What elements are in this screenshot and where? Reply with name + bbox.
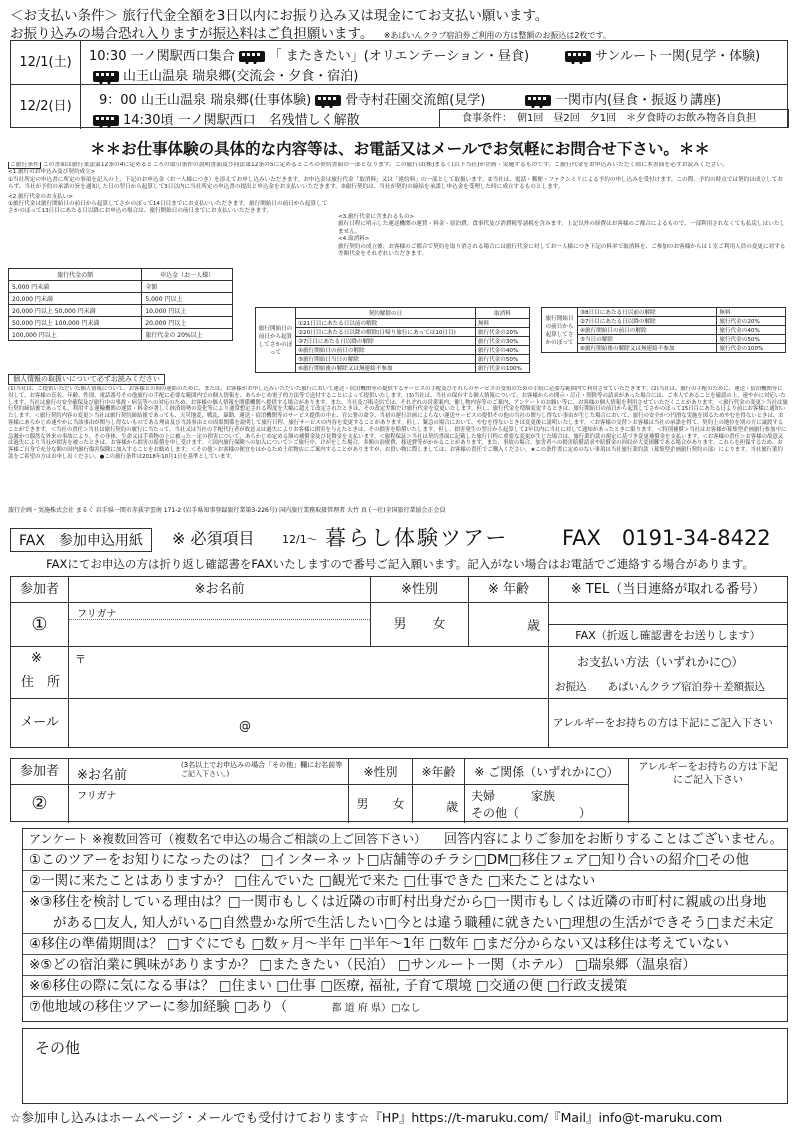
cancel-cell: 旅行代金の40% <box>475 346 529 355</box>
postal-mark: 〒 <box>75 653 86 666</box>
terms-section-1: <1.旅行のお申込み及び契約成立> <box>8 169 96 176</box>
deposit-cell: 20,000 円以上 <box>142 317 233 329</box>
survey-q3-line2[interactable]: がある□友人, 知人がいる□自然豊かな所で生活したい□今とは違う職種に就きたい□理想の生活ができそう□まだ未定 <box>23 913 787 934</box>
survey-header <box>23 829 787 850</box>
cancel-cell: ②20日目にあたる日以降の解除(日帰り旅行にあっては10日目) <box>296 328 476 337</box>
col-gender-2: ※性別 <box>349 759 413 785</box>
col-gender: ※性別 <box>371 577 469 603</box>
travel-terms: ご旅行条件 この書面は旅行業法第12条の4に定めるところの取引条件の説明書面及び同法第12条の5に定めるところの契約書面の一部となります。この旅行は(株)まるく(以下当社)が企画・実施するものです。ご旅行代金をお申込みいただく際に本書面を必ずお読みください。 <1.旅行のお申込み及び契約成立> ①当社所定の申込書に所定の事項を記入の上、下記のお申込金（お一人様につき）を添えてお申し込みいただきます。お申込金は旅行代金「取消料」又は「違約料」の一部として取扱います。②当社は、電話・郵便・ファクシミリによる予約の申し込みを受付けます。この際、予約の時点では契約は成立しておらず、当社が予約の承諾の旨を通知した日の翌日から起算して3日以内に当社所定の申込書の提出と申込金をお支払いいただきます。③旅行契約は、当社が契約の締結を承諾し申込金を受理した時に成立するものとします。 <3.旅行代金に含まれるもの> 旅行日程に明示した運送機関の運賃・料金・宿泊費、食事代及び消費税等諸税を含みます。上記以外の経費はお客様のご都合によるもので、一部利用されなくても払戻しはいたしません。 <4.取消料> 旅行契約の成立後、お客様のご都合で契約を取り消される場合には旅行代金に対してお一人様につき下記の料率で取消料を、ご参加のお客様からは１室ご利用人員の変更に対する差額代金をそれぞれいただきます。 <2.旅行代金のお支払い> ①旅行代金は旅行開始日の前日から起算してさかのぼって14日目までにお支払いいただきます。旅行開始日の前日から起算してさかのぼって13日目にあたる日以降にお申込の場合は、旅行開始日の前日までにお支払いいただきます。 旅行代金の額 申込金（お一人様） 5,000 円未満 全額 20,000 円未満 5,000 円以上 20,000 円以上 50,000 円未満 10,000 円以上 50,000 円以上 100,000 円未満 20,000 円以上 100,000 円以上 旅行代金の 20%以上 旅行開始日の前日から起算してさかのぼって 契約解除の日 取消料 ①21日目にあたる日以前の解除 無料 ②20日目にあたる日以降の解除(日帰り旅行にあっては10日目) 旅行代金の20% ③7日目にあたる日以降の解除 旅行代金の30% ④旅行開始日の前日の解除 旅行代金の40% ⑤旅行開始日当日の解除 旅行代金の50% ⑥旅行開始後の解除又は無連絡不参加 旅行代金の100% 旅行開始日の前日から起算してさかのぼって ③8日目にあたる日以前の解除 無料 ②7日目にあたる日以降の解除 旅行代金の20% ④旅行開始日の前日の解除 旅行代金の40% ⑤当日の解除 旅行代金の50% ⑥旅行開始後の解除又は無連絡不参加 旅行代金の100% 個人情報の取扱いについて必ずお読みください (1)当社は、ご提供いただいた個人情報について、お客様との間の連絡のために、または、お客様がお申し込みいただいた旅行において運送・宿泊機関等の提供するサービスの手配及びそれらのサービスの受領のための手続に必要な範囲内で利用させていただきます。(2)当社は、旅行の手配のために、運送・宿泊機関等に対して、お客様の氏名、年齢、性別、電話番号その他旅行の手配に必要な範囲内での個人情報を、あらかじめ電子的方法等で送付することによって提供いたします。(3)当社は、当社の保有する個人情報について、お客様からの開示・訂正・削除等の請求があった場合には、ご本人であることを確認の上、速やかに対応いたします。当社は旅行の安全確保及び旅行中の事故・病気等への対応のため、お客様の個人情報を関係機関へ提供する場合があります。また、当社及び販売店では、それぞれの営業案内、催し物内容等のご案内、アンケートのお願い等に、お客様の個人情報を利用させていただくことがあります。＜旅行代金の変更＞当社は旅行契約締結後であっても、利用する運輸機関の運賃・料金が著しく経済情勢の変化等により通常想定される程度を大幅に超えて改定されたときは、その改定差額だけ旅行代金を変更いたします。但し、旅行代金を増額変更するときは、旅行開始日の前日から起算してさかのぼって15日目にあたる日より前にお客様に通知いたします。＜旅行契約内容の変更＞当社は旅行契約締結後であっても、天災地変、戦乱、暴動、運送・宿泊機関等のサービス提供の中止、官公署の命令、当初の運行計画によらない運送サービスの提供その他の当社の関与し得ない事由が生じた場合において、旅行の安全かつ円滑な実施を図るためやむを得ないときは、お客様にあらかじめ速やかに当該事由が関与し得ないものである理由及び当該事由との因果関係を説明して旅行日程、旅行サービスの内容を変更することがあります。但し、緊急の場合において、やむを得ないときは変更後に説明いたします。＜お客様の交替＞お客様は当社の承諾を得て、契約上の地位を別の方に譲渡することができます。＜当社の責任＞当社は旅行契約の履行に当たって、当社又は当社の手配代行者が故意又は過失によりお客様に損害を与えたときは、その損害を賠償いたします。但し、損害発生の翌日から起算して2年以内に当社に対して通知があったときに限ります。＜特別補償＞当社はお客様が募集型企画旅行参加中に急激かつ偶然な外来の事故により、その身体、生命又は手荷物の上に被った一定の損害について、あらかじめ定める額の補償金及び見舞金を支払います。＜旅程保証＞当社は契約書面に記載した旅行日程に重要な変更が生じた場合は、旅行業約款の規定に基づき変更補償金を支払います。＜お客様の責任＞お客様の故意又は過失により当社が損害を被ったときは、お客様から損害の賠償を申し受けます。＜国内旅行保険への加入について＞ご旅行中、けがをした場合、多額の治療費、移送費等がかかることがあります。また、事故の場合、加害者への損害賠償請求や賠償金の回収が大変困難である場合があります。これらを担保するため、お客様ご自身で充分な額の国内旅行傷害保険に加入することをお勧めします。＜その他＞お客様の便宜をはかるため土産物店にご案内することがありますが、お買い物に際しましては、お客様の責任でご購入ください。★この条件書に定めのない事項は当社旅行業約款（募集型企画旅行契約の部）によります。当社旅行業約款をご希望の方はお申し出ください。●この旅行条件は2018年10月1日を基準としています。 旅行企画・実施株式会社 まるく 岩手県一関市赤荻字雲南 171-2 (岩手県知事登録旅行業第3-226号) 国内旅行業務取扱管理者 大竹 真 (一社)全国旅行業協会正会員 <box>8 162 792 518</box>
name-field-1[interactable] <box>69 603 371 647</box>
deposit-cell: 5,000 円未満 <box>9 281 142 293</box>
deposit-cell: 全額 <box>142 281 233 293</box>
day1-label: 12/1(土) <box>11 41 81 85</box>
address-label-cell <box>11 647 69 699</box>
cancel-cell: 旅行代金の100% <box>717 344 786 353</box>
bus-icon <box>93 71 119 82</box>
deposit-cell: 100,000 円以上 <box>9 329 142 341</box>
meal-conditions: 食事条件： 朝1回 昼2回 夕1回 ＊夕食時のお飲み物各自負担 <box>439 109 789 128</box>
day2-itinerary <box>81 85 787 129</box>
cancel-cell: ②7日目にあたる日以降の解除 <box>578 317 717 326</box>
bus-icon <box>239 51 265 62</box>
p2-note: (3名以上でお申込みの場合「その他」欄にお名前等ご記入下さい。) <box>181 761 343 778</box>
payment-method-label: お支払い方法（いずれかに○） <box>577 655 744 669</box>
other-label: その他 <box>35 1039 81 1057</box>
company-info: 旅行企画・実施株式会社 まるく 岩手県一関市赤荻字雲南 171-2 (岩手県知事登録旅行業第3-226号) 国内旅行業務取扱管理者 大竹 真 (一社)全国旅行業協会正会員 <box>8 507 446 514</box>
bus-icon <box>315 95 341 106</box>
cancel-cell: ④旅行開始日の前日の解除 <box>578 326 717 335</box>
terms-section-3: <3.旅行代金に含まれるもの> <box>338 214 415 220</box>
fax-form-label: FAX 参加申込用紙 <box>10 528 152 552</box>
age-field-1[interactable]: 歳 <box>469 603 549 647</box>
day2-step4: 14:30頃 一ノ関駅西口 名残惜しく解散 <box>123 113 360 128</box>
day1-step3: サンルート一関(見学・体験) <box>595 49 761 64</box>
deposit-cell: 旅行代金の 20%以上 <box>142 329 233 341</box>
bus-icon <box>565 51 591 62</box>
payment-options[interactable]: お振込 あぱいんクラブ宿泊券＋差額振込 <box>555 681 765 693</box>
bus-icon <box>93 115 119 126</box>
address-label: 住 所 <box>21 675 61 690</box>
privacy-body: (1)当社は、ご提供いただいた個人情報について、お客様との間の連絡のために、または、お客様がお申し込みいただいた旅行において運送・宿泊機関等の提供するサービスの手配及びそれらのサービスの受領のための手続に必要な範囲内で利用させていただきます。(2)当社は、旅行の手配のために、運送・宿泊機関等に対して、お客様の氏名、年齢、性別、電話番号その他旅行の手配に必要な範囲内での個人情報を、あらかじめ電子的方法等で送付することによって提供いたします。(3)当社は、当社の保有する個人情報について、お客様からの開示・訂正・削除等の請求があった場合には、ご本人であることを確認の上、速やかに対応いたします。当社は旅行の安全確保及び旅行中の事故・病気等への対応のため、お客様の個人情報を関係機関へ提供する場合があります。また、当社及び販売店では、それぞれの営業案内、催し物内容等のご案内、アンケートのお願い等に、お客様の個人情報を利用させていただくことがあります。＜旅行代金の変更＞当社は旅行契約締結後であっても、利用する運輸機関の運賃・料金が著しく経済情勢の変化等により通常想定される程度を大幅に超えて改定されたときは、その改定差額だけ旅行代金を変更いたします。但し、旅行代金を増額変更するときは、旅行開始日の前日から起算してさかのぼって15日目にあたる日より前にお客様に通知いたします。＜旅行契約内容の変更＞当社は旅行契約締結後であっても、天災地変、戦乱、暴動、運送・宿泊機関等のサービス提供の中止、官公署の命令、当初の運行計画によらない運送サービスの提供その他の当社の関与し得ない事由が生じた場合において、旅行の安全かつ円滑な実施を図るためやむを得ないときは、お客様にあらかじめ速やかに当該事由が関与し得ないものである理由及び当該事由との因果関係を説明して旅行日程、旅行サービスの内容を変更することがあります。但し、緊急の場合において、やむを得ないときは変更後に説明いたします。＜お客様の交替＞お客様は当社の承諾を得て、契約上の地位を別の方に譲渡することができます。＜当社の責任＞当社は旅行契約の履行に当たって、当社又は当社の手配代行者が故意又は過失によりお客様に損害を与えたときは、その損害を賠償いたします。但し、損害発生の翌日から起算して2年以内に当社に対して通知があったときに限ります。＜特別補償＞当社はお客様が募集型企画旅行参加中に急激かつ偶然な外来の事故により、その身体、生命又は手荷物の上に被った一定の損害について、あらかじめ定める額の補償金及び見舞金を支払います。＜旅程保証＞当社は契約書面に記載した旅行日程に重要な変更が生じた場合は、旅行業約款の規定に基づき変更補償金を支払います。＜お客様の責任＞お客様の故意又は過失により当社が損害を被ったときは、お客様から損害の賠償を申し受けます。＜国内旅行保険への加入について＞ご旅行中、けがをした場合、多額の治療費、移送費等がかかることがあります。また、事故の場合、加害者への損害賠償請求や賠償金の回収が大変困難である場合があります。これらを担保するため、お客様ご自身で充分な額の国内旅行傷害保険に加入することをお勧めします。＜その他＞お客様の便宜をはかるため土産物店にご案内することがありますが、お買い物に際しましては、お客様の責任でご購入ください。★この条件書に定めのない事項は当社旅行業約款（募集型企画旅行契約の部）によります。当社旅行業約款をご希望の方はお申し出ください。●この旅行条件は2018年10月1日を基準としています。 <box>8 386 788 460</box>
fax-field-1[interactable]: FAX（折返し確認書をお送りします） <box>549 625 787 647</box>
allergy-cell-2[interactable]: アレルギーをお持ちの方は下記にご記入下さい <box>638 762 778 786</box>
cancel-header-date: 契約解除の日 <box>296 308 476 319</box>
cancel-fee-table <box>255 307 530 373</box>
col-name: ※お名前 <box>69 577 371 603</box>
day1-itinerary <box>81 41 787 85</box>
cancel-cell: 無料 <box>717 308 786 317</box>
allergy-label: アレルギーをお持ちの方は下記にご記入下さい <box>553 717 773 729</box>
row-number-2: ② <box>11 785 69 823</box>
day2-step1: 9：00 山王山温泉 瑞泉郷(仕事体験) <box>99 93 312 108</box>
other-box[interactable] <box>22 1028 788 1104</box>
col-participant: 参加者 <box>11 577 69 603</box>
cancel-side-label: 旅行開始日の前日から起算してさかのぼって <box>256 308 296 373</box>
cancel-cell: ③8日目にあたる日以前の解除 <box>578 308 717 317</box>
bus-icon <box>525 95 551 106</box>
terms-section-2: <2.旅行代金のお支払い> <box>8 193 74 200</box>
terms-body-1: ①当社所定の申込書に所定の事項を記入の上、下記のお申込金（お一人様につき）を添えてお申し込みいただきます。お申込金は旅行代金「取消料」又は「違約料」の一部として取扱います。②当社は、電話・郵便・ファクシミリによる予約の申し込みを受付けます。この際、予約の時点では契約は成立しておらず、当社が予約の承諾の旨を通知した日の翌日から起算して3日以内に当社所定の申込書の提出と申込金をお支払いいただきます。③旅行契約は、当社が契約の締結を承諾し申込金を受理した時に成立するものとします。 <box>8 176 783 191</box>
day2-step2: 骨寺村荘園交流館(見学) <box>345 93 486 108</box>
fax-instruction: FAXにてお申込の方は折り返し確認書をFAXいたしますので番号ご記入願います。記入がない場合はお電話でご連絡する場合があります。 <box>46 557 754 571</box>
deposit-cell: 50,000 円以上 100,000 円未満 <box>9 317 142 329</box>
tour-date: 12/1～ <box>282 533 318 546</box>
survey-q7-suffix: 都 道 府 県）□なし <box>331 1003 421 1014</box>
payment-method-cell[interactable] <box>549 647 787 699</box>
survey-q4[interactable]: ④移住の準備期間は？ □すぐにでも □数ヶ月～半年 □半年～1年 □数年 □まだ分からない又は移住は考えていない <box>23 934 787 955</box>
address-field[interactable] <box>69 647 549 699</box>
day1-step1: 10:30 一ノ関駅西口集合 <box>89 49 235 64</box>
day1-step2: 「 またきたい」(オリエンテーション・昼食) <box>268 49 530 64</box>
relation-options-1[interactable]: 夫婦 家族 <box>471 789 556 803</box>
cancel-cell: 無料 <box>475 319 529 328</box>
col-tel: ※ TEL（当日連絡が取れる番号） <box>549 577 787 603</box>
cancel-cell: 旅行代金の50% <box>475 355 529 364</box>
footer-contact: ☆参加申し込みはホームページ・メールでも受付けております☆『HP』https://t-maruku.com/『Mail』info@t-maruku.com <box>10 1110 723 1125</box>
deposit-cell: 20,000 円未満 <box>9 293 142 305</box>
p2-name-label: ※お名前 <box>77 768 127 783</box>
terms-intro: この書面は旅行業法第12条の4に定めるところの取引条件の説明書面及び同法第12条の5に定めるところの契約書面の一部となります。この旅行は(株)まるく(以下当社)が企画・実施するものです。ご旅行代金をお申込みいただく際に本書面を必ずお読みください。 <box>42 162 729 168</box>
age-field-2[interactable]: 歳 <box>413 785 465 823</box>
cancel-cell: 旅行代金の40% <box>717 326 786 335</box>
cancel-cell: ⑤旅行開始日当日の解除 <box>296 355 476 364</box>
payment-text: 旅行代金全額を3日以内にお振り込み又は現金にてお支払い願います。 <box>122 8 549 24</box>
participant1-form <box>10 576 788 748</box>
cancel-cell: 旅行代金の20% <box>717 317 786 326</box>
gender-field-2[interactable]: 男 女 <box>349 785 413 823</box>
survey-box <box>22 828 788 1022</box>
allergy-cell[interactable] <box>549 699 787 747</box>
transfer-fee-line <box>10 22 611 42</box>
schedule-box <box>10 40 788 128</box>
payment-conditions <box>10 4 548 24</box>
deposit-header-fee: 申込金（お一人様） <box>142 269 233 281</box>
survey-header-right: 回答内容によりご参加をお断りすることはございません。 <box>443 832 783 847</box>
required-mark: ※ <box>31 651 42 666</box>
deposit-cell: 10,000 円以上 <box>142 305 233 317</box>
conditions-label: ご旅行条件 <box>10 162 39 168</box>
fax-number: FAX 0191-34-8422 <box>562 526 771 550</box>
col-age-2: ※年齢 <box>413 759 465 785</box>
col-relation-2: ※ ご関係（いずれかに○） <box>465 759 629 785</box>
survey-header-left: アンケート ※複数回答可（複数名で申込の場合ご相談の上ご回答下さい） <box>29 832 427 846</box>
furigana-label: フリガナ <box>77 791 117 802</box>
deposit-header-amount: 旅行代金の額 <box>9 269 142 281</box>
survey-q7-prefix: ⑦他地域の移住ツアーに参加経験 □あり（ <box>29 999 288 1015</box>
at-mark: @ <box>239 719 251 733</box>
col-participant-2: 参加者 <box>11 759 69 785</box>
inquiry-notice: ＊＊お仕事体験の具体的な内容等は、お電話又はメールでお気軽にお問合せ下さい。＊＊ <box>90 140 710 158</box>
cancel-header-fee: 取消料 <box>475 308 529 319</box>
row-number-1: ① <box>11 603 69 647</box>
day1-step4: 山王山温泉 瑞泉郷(交流会・夕食・宿泊) <box>123 69 359 84</box>
survey-q1[interactable]: ①このツアーをお知りになったのは？ □インターネット□店舗等のチラシ□DM□移住フェア□知り合いの紹介□その他 <box>23 850 787 871</box>
day2-label: 12/2(日) <box>11 85 81 129</box>
email-field[interactable] <box>69 699 549 747</box>
cancel-cell: 旅行代金の20% <box>475 328 529 337</box>
terms-section-4: <4.取消料> <box>338 236 370 243</box>
furigana-label: フリガナ <box>77 609 117 620</box>
cancel-cell: ⑥旅行開始後の解除又は無連絡不参加 <box>578 344 717 353</box>
coupon-note: ※あぱいんクラブ宿泊券ご利用の方は整額のお振込は2枚です。 <box>383 31 611 40</box>
cancel-cell: ⑤当日の解除 <box>578 335 717 344</box>
transfer-text: お振り込みの場合恐れ入りますが振込料はご負担願います。 <box>10 26 374 42</box>
deposit-cell: 5,000 円以上 <box>142 293 233 305</box>
cancel-cell: ①21日目にあたる日以前の解除 <box>296 319 476 328</box>
participant2-form <box>10 758 788 822</box>
terms-right-column: <3.旅行代金に含まれるもの> 旅行日程に明示した運送機関の運賃・料金・宿泊費、食事代及び消費税等諸税を含みます。上記以外の経費はお客様のご都合によるもので、一部利用されなくても払戻しはいたしません。 <4.取消料> 旅行契約の成立後、お客様のご都合で契約を取り消される場合には旅行代金に対してお一人様につき下記の料率で取消料を、ご参加のお客様からは１室ご利用人員の変更に対する差額代金をそれぞれいただきます。 <box>338 214 788 258</box>
day2-step3: 一関市内(昼食・振返り講座) <box>555 93 722 108</box>
tel-field-1[interactable] <box>549 603 787 625</box>
name-field-2[interactable] <box>69 785 349 823</box>
cancel-cell: 旅行代金の30% <box>475 337 529 346</box>
cancel-side-label: 旅行開始日の前日から起算してさかのぼって <box>542 308 578 353</box>
cancel-cell: 旅行代金の100% <box>475 364 529 373</box>
survey-q3-line1[interactable]: ※③移住を検討している理由は？□一関市もしくは近隣の市町村出身だから□一関市もしくは近隣の市町村に親戚の出身地 <box>29 894 767 910</box>
email-label: メール <box>11 699 69 747</box>
survey-q5[interactable]: ※⑤どの宿泊業に興味がありますか？ □またきたい（民泊） □サンルート一関（ホテル） □瑞泉郷（温泉宿） <box>23 955 787 976</box>
cancel-fee-table-2 <box>541 307 786 353</box>
cancel-cell: ③7日目にあたる日以降の解除 <box>296 337 476 346</box>
gender-field-1[interactable]: 男 女 <box>371 603 469 647</box>
cancel-cell: 旅行代金の50% <box>717 335 786 344</box>
relation-field-2[interactable] <box>465 785 629 823</box>
privacy-title: 個人情報の取扱いについて必ずお読みください <box>8 374 165 385</box>
survey-q7[interactable] <box>23 997 787 1018</box>
deposit-table <box>8 268 233 341</box>
survey-q6[interactable]: ※⑥移住の際に気になる事は？ □住まい □仕事 □医療, 福祉, 子育て環境 □交通の便 □行政支援策 <box>23 976 787 997</box>
survey-q2[interactable]: ②一関に来たことはありますか？ □住んでいた □観光で来た □仕事できた □来たことはない <box>23 871 787 892</box>
deposit-cell: 20,000 円以上 50,000 円未満 <box>9 305 142 317</box>
col-name-2 <box>69 759 349 785</box>
col-age: ※ 年齢 <box>469 577 549 603</box>
relation-options-2[interactable]: その他（ ） <box>471 806 592 820</box>
cancel-cell: ④旅行開始日の前日の解除 <box>296 346 476 355</box>
tour-title: 暮らし体験ツアー <box>325 526 509 550</box>
cancel-cell: ⑥旅行開始後の解除又は無連絡不参加 <box>296 364 476 373</box>
required-note: ※ 必須項目 <box>172 529 255 548</box>
payment-title: ＜お支払い条件＞ <box>10 8 118 24</box>
